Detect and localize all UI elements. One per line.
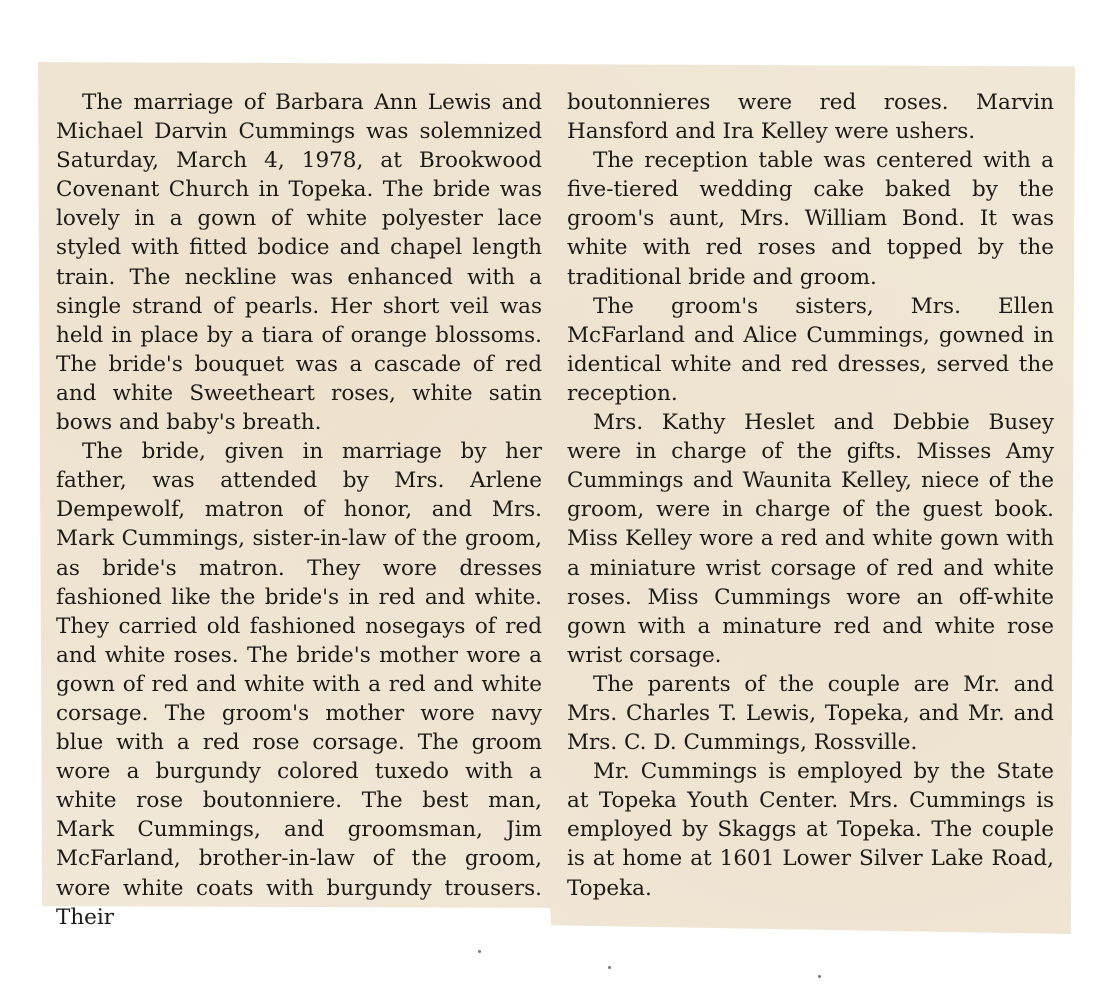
article-paragraph: The bride, given in marriage by her father, was attended by Mrs. Arlene Dempewolf, matron of honor, and Mrs. Mark Cummings, sister-in-law of the groom, as bride's matron. They wore dresses fashioned like the bride's in red and white. They carried old fashioned nosegays of red and white roses. The bride's mother wore a gown of red and white with a red and white corsage. The groom's mother wore navy blue with a red rose corsage. The groom wore a burgundy colored tuxedo with a white rose boutonniere. The best man, Mark Cummings, and groomsman, Jim McFarland, brother-in-law of the groom, wore white coats with burgundy trousers. Their: [56, 439, 542, 930]
scan-speck: [818, 975, 821, 978]
article-paragraph: The parents of the couple are Mr. and Mrs. Charles T. Lewis, Topeka, and Mr. and Mrs. C. D. Cummings, Rossville.: [567, 671, 1054, 756]
scan-speck: [608, 966, 611, 969]
article-paragraph: Mr. Cummings is employed by the State at Topeka Youth Center. Mrs. Cummings is employed by Skaggs at Topeka. The couple is at home at 1601 Lower Silver Lake Road, Topeka.: [567, 759, 1054, 901]
article-paragraph: The groom's sisters, Mrs. Ellen McFarland and Alice Cummings, gowned in identical white and red dresses, served the reception.: [567, 293, 1054, 406]
article-paragraph: The marriage of Barbara Ann Lewis and Michael Darvin Cummings was solemnized Saturday, March 4, 1978, at Brookwood Covenant Church in Topeka. The bride was lovely in a gown of white polyester lace styled with fitted bodice and chapel length train. The neckline was enhanced with a single strand of pearls. Her short veil was held in place by a tiara of orange blossoms. The bride's bouquet was a cascade of red and white Sweetheart roses, white satin bows and baby's breath.: [56, 90, 542, 436]
article-paragraph-continuation: boutonnieres were red roses. Marvin Hansford and Ira Kelley were ushers.: [567, 90, 1054, 145]
article-left-column: [56, 88, 542, 932]
scan-speck: [478, 950, 481, 953]
article-paragraph: The reception table was centered with a five-tiered wedding cake baked by the groom's aunt, Mrs. William Bond. It was white with red roses and topped by the traditional bride and groom.: [567, 148, 1054, 290]
article-paragraph: Mrs. Kathy Heslet and Debbie Busey were in charge of the gifts. Misses Amy Cummings and Waunita Kelley, niece of the groom, were in charge of the guest book. Miss Kelley wore a red and white gown with a miniature wrist corsage of red and white roses. Miss Cummings wore an off-white gown with a minature red and white rose wrist corsage.: [567, 410, 1054, 668]
article-right-column: [567, 88, 1054, 903]
